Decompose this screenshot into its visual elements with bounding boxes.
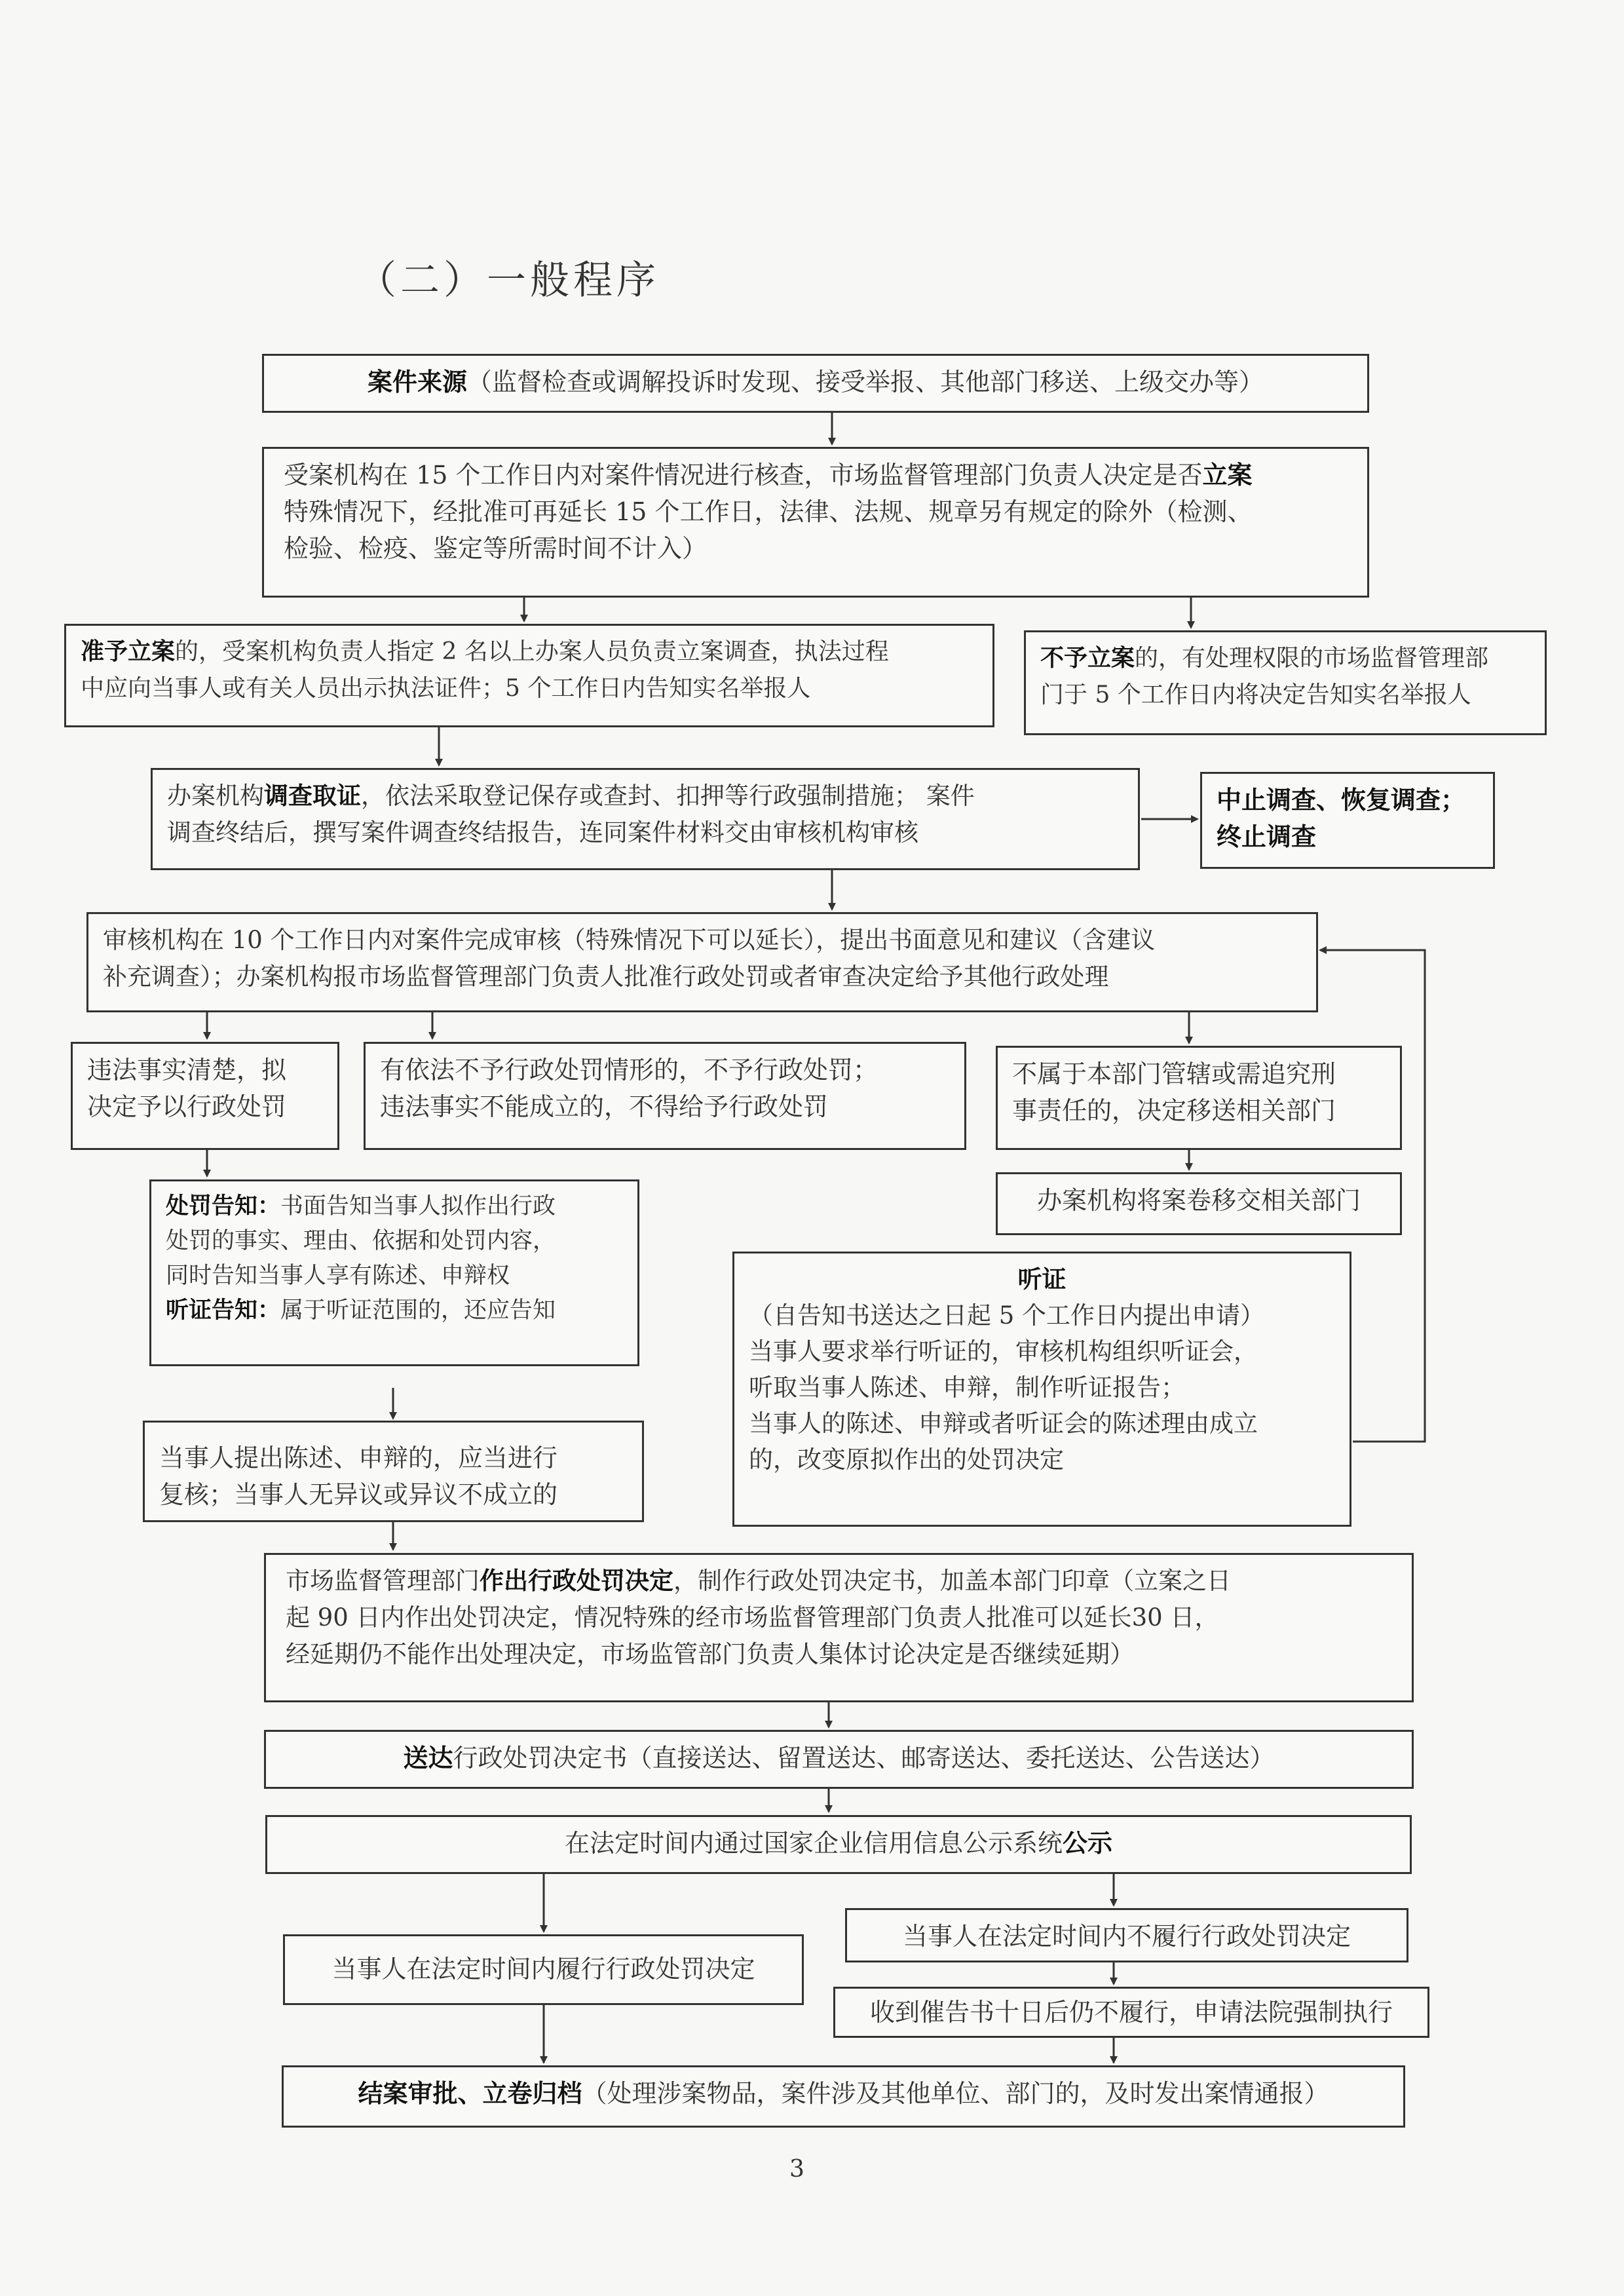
investigate-line-2: 调查终结后，撰写案件调查终结报告，连同案件材料交由审核机构审核 [167,818,918,847]
investigate-pre: 办案机构 [167,782,264,810]
review-box [86,912,1318,1012]
close-box [282,2065,1405,2128]
decision-line-2: 起 90 日内作出处罚决定，情况特殊的经市场监督管理部门负责人批准可以延长30 日， [286,1603,1219,1632]
transfer-decide-line-1: 不属于本部门管辖或需追究刑 [1012,1060,1336,1088]
facts-clear-box [71,1042,339,1150]
verify-keyword: 立案 [1202,461,1253,489]
enforce-box [833,1987,1429,2038]
investigate-post: ，依法采取登记保存或查封、扣押等行政强制措施； 案件 [361,782,975,810]
hearing-line-1: （自告知书送达之日起 5 个工作日内提出申请） [749,1301,1265,1330]
notice-box [149,1179,639,1366]
no-penalty-line-1: 有依法不予行政处罚情形的，不予行政处罚； [380,1056,878,1084]
reject-box [1024,630,1547,735]
notice-line-1: 书面告知当事人拟作出行政 [280,1193,556,1219]
publish-box [265,1815,1412,1874]
transfer-decide-box [996,1046,1402,1150]
statement-box [143,1421,644,1522]
notice-line-3: 同时告知当事人享有陈述、申辩权 [166,1263,510,1289]
accept-line-2: 中应向当事人或有关人员出示执法证件；5 个工作日内告知实名举报人 [81,675,811,702]
publish-text: 在法定时间内通过国家企业信用信息公示系统 [564,1829,1063,1858]
case-source-label: 案件来源 [367,368,467,396]
close-label: 结案审批、立卷归档 [358,2079,582,2108]
hearing-line-3: 听取当事人陈述、申辩，制作听证报告； [749,1373,1185,1402]
accept-line-1: 的，受案机构负责人指定 2 名以上办案人员负责立案调查，执法过程 [175,638,889,665]
notice-line-4: 属于听证范围的，还应告知 [280,1297,556,1324]
transfer-decide-line-2: 事责任的，决定移送相关部门 [1012,1096,1336,1125]
accept-label: 准予立案 [81,638,176,665]
hearing-title: 听证 [1017,1265,1067,1293]
review-line-1: 审核机构在 10 个工作日内对案件完成审核（特殊情况下可以延长），提出书面意见和建议（含建议 [103,926,1156,954]
not-comply-box [845,1908,1408,1962]
case-source-box [262,354,1369,413]
notice-label-hearing: 听证告知： [166,1297,281,1324]
section-title: （二）一般程序 [357,258,660,303]
accept-box [64,624,994,727]
reject-line-2: 门于 5 个工作日内将决定告知实名举报人 [1040,681,1471,708]
not-comply-text: 当事人在法定时间内不履行行政处罚决定 [902,1922,1351,1951]
comply-box [283,1934,804,2005]
hearing-box [732,1252,1351,1527]
investigate-keyword: 调查取证 [264,782,361,810]
enforce-text: 收到催告书十日后仍不履行，申请法院强制执行 [869,1998,1393,2027]
suspend-line-2: 终止调查 [1217,822,1317,851]
comply-text: 当事人在法定时间内履行行政处罚决定 [331,1955,755,1983]
hearing-line-5: 的，改变原拟作出的处罚决定 [749,1445,1064,1474]
deliver-box [264,1730,1414,1789]
no-penalty-line-2: 违法事实不能成立的，不得给予行政处罚 [380,1092,829,1121]
notice-line-2: 处罚的事实、理由、依据和处罚内容， [166,1228,556,1254]
verify-line-1: 受案机构在 15 个工作日内对案件情况进行核查，市场监督管理部门负责人决定是否 [284,461,1203,489]
verify-line-3: 检验、检疫、鉴定等所需时间不计入） [284,534,708,563]
statement-line-2: 复核；当事人无异议或异议不成立的 [159,1480,558,1509]
deliver-label: 送达 [403,1744,453,1772]
transfer-file-box [996,1172,1402,1235]
statement-line-1: 当事人提出陈述、申辩的，应当进行 [159,1444,558,1472]
hearing-line-2: 当事人要求举行听证的，审核机构组织听证会， [749,1337,1258,1366]
verify-line-2: 特殊情况下，经批准可再延长 15 个工作日，法律、法规、规章另有规定的除外（检测、 [284,497,1253,526]
close-text: （处理涉案物品，案件涉及其他单位、部门的，及时发出案情通报） [582,2079,1329,2108]
decision-keyword: 作出行政处罚决定 [480,1567,673,1595]
no-penalty-box [364,1042,966,1150]
decision-line-3: 经延期仍不能作出处理决定，市场监管部门负责人集体讨论决定是否继续延期） [286,1640,1134,1668]
case-source-text: （监督检查或调解投诉时发现、接受举报、其他部门移送、上级交办等） [467,368,1264,396]
facts-clear-line-2: 决定予以行政处罚 [87,1092,287,1121]
suspend-line-1: 中止调查、恢复调查； [1217,786,1466,814]
reject-label: 不予立案 [1040,645,1135,672]
deliver-text: 行政处罚决定书（直接送达、留置送达、邮寄送达、委托送达、公告送达） [453,1744,1275,1772]
decision-box [264,1553,1414,1702]
notice-label-penalty: 处罚告知： [166,1193,281,1219]
facts-clear-line-1: 违法事实清楚，拟 [87,1056,287,1084]
suspend-box [1200,772,1495,869]
publish-keyword: 公示 [1063,1829,1113,1858]
transfer-file-text: 办案机构将案卷移交相关部门 [1036,1186,1361,1215]
decision-post: ，制作行政处罚决定书，加盖本部门印章（立案之日 [673,1567,1231,1595]
hearing-line-4: 当事人的陈述、申辩或者听证会的陈述理由成立 [749,1409,1258,1438]
reject-line-1: 的，有处理权限的市场监督管理部 [1135,645,1489,672]
decision-pre: 市场监督管理部门 [286,1567,480,1595]
page-number: 3 [789,2156,804,2183]
investigate-box [151,768,1140,870]
verify-box [262,447,1369,598]
review-line-2: 补充调查）；办案机构报市场监督管理部门负责人批准行政处罚或者审查决定给予其他行政处理 [103,963,1109,991]
